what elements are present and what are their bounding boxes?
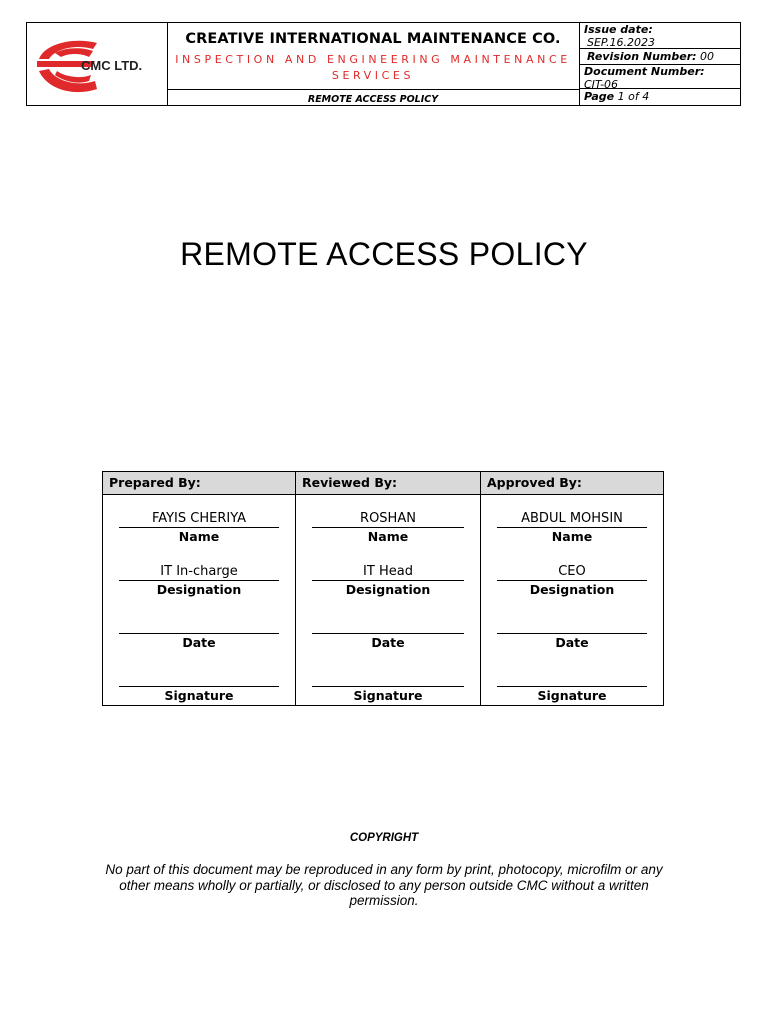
prepared-designation-value: IT In-charge [119,563,279,581]
date-label: Date [371,635,405,650]
reviewed-by-heading: Reviewed By: [296,472,480,495]
page-value: 1 of 4 [617,90,650,103]
company-cell [167,23,580,90]
approved-designation-value: CEO [497,563,647,581]
approved-by-column [481,472,663,705]
company-name: CREATIVE INTERNATIONAL MAINTENANCE CO. [185,31,561,47]
approved-date-field [497,616,647,651]
prepared-date-field [119,616,279,651]
designation-label: Designation [529,582,615,597]
prepared-name-field [119,510,279,545]
reviewed-by-column [296,472,481,705]
reviewed-name-value: ROSHAN [312,510,464,528]
approved-signature-value [497,669,647,687]
document-number-value: CIT-06 [584,78,619,91]
revision-cell [579,49,740,65]
reviewed-signature-field [312,669,464,704]
page-cell [579,89,740,105]
approved-name-field [497,510,647,545]
issue-date-label: Issue date: [584,23,653,36]
date-label: Date [182,635,216,650]
logo-cell [27,23,168,105]
copyright-heading: COPYRIGHT [349,832,419,844]
cmc-logo [35,35,157,95]
prepared-name-value: FAYIS CHERIYA [119,510,279,528]
designation-label: Designation [345,582,431,597]
signature-label: Signature [164,688,234,703]
header-document-title: REMOTE ACCESS POLICY [307,94,439,105]
name-label: Name [178,529,220,544]
prepared-by-column [103,472,296,705]
logo-text: CMC LTD. [81,58,143,73]
signature-label: Signature [537,688,607,703]
document-number-cell [579,65,740,89]
name-label: Name [551,529,593,544]
reviewed-name-field [312,510,464,545]
document-number-label: Document Number: [584,65,705,78]
issue-date-cell [579,23,740,49]
prepared-signature-field [119,669,279,704]
prepared-by-heading: Prepared By: [103,472,295,495]
signature-label: Signature [353,688,423,703]
name-label: Name [367,529,409,544]
revision-value: 00 [700,50,715,63]
page-label: Page [584,90,615,103]
copyright-text: No part of this document may be reproduced in any form by print, photocopy, microfilm or any other means wholly or partially, or disclosed to any person outside CMC without a written permission. [105,862,663,908]
revision-label: Revision Number: [587,50,697,63]
prepared-date-value [119,616,279,634]
issue-date-value: SEP.16.2023 [587,36,656,49]
page-title: REMOTE ACCESS POLICY [180,236,588,272]
reviewed-designation-field [312,563,464,598]
header-document-title-cell [167,89,580,105]
approved-date-value [497,616,647,634]
prepared-designation-field [119,563,279,598]
reviewed-date-value [312,616,464,634]
document-header [26,22,741,106]
approved-name-value: ABDUL MOHSIN [497,510,647,528]
approved-by-heading: Approved By: [481,472,663,495]
approved-signature-field [497,669,647,704]
designation-label: Designation [156,582,242,597]
company-subtitle: INSPECTION AND ENGINEERING MAINTENANCE SERVICES [175,53,571,82]
approval-table [102,471,664,706]
approved-designation-field [497,563,647,598]
reviewed-date-field [312,616,464,651]
reviewed-signature-value [312,669,464,687]
date-label: Date [555,635,589,650]
prepared-signature-value [119,669,279,687]
reviewed-designation-value: IT Head [312,563,464,581]
